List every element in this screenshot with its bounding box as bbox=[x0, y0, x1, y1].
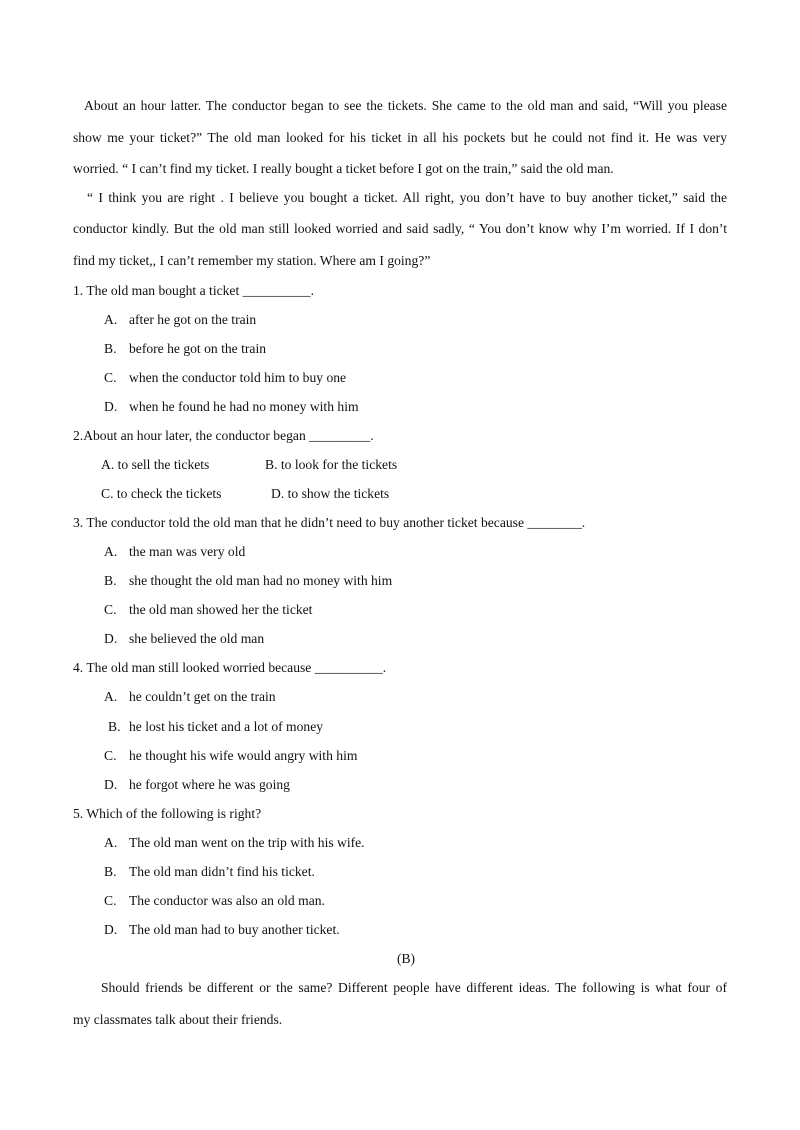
section-b-heading: (B) bbox=[396, 951, 416, 966]
q1-option-d-text: when he found he had no money with him bbox=[129, 399, 359, 414]
passage-a-line-4: “ I think you are right . I believe you bought a ticket. All right, you don’t have to buy another ticket,” said the bbox=[87, 190, 727, 205]
q1-option-a-text: after he got on the train bbox=[129, 312, 257, 327]
passage-a-line-5: conductor kindly. But the old man still looked worried and said sadly, “ You don’t know why I’m worried. If I don’t bbox=[73, 221, 727, 236]
q1-option-b-letter: B. bbox=[104, 341, 117, 356]
q4-option-b-text: he lost his ticket and a lot of money bbox=[129, 719, 324, 734]
q4-option-c-text: he thought his wife would angry with him bbox=[129, 748, 358, 763]
q3-option-a-letter: A. bbox=[104, 544, 118, 559]
q1-option-a-letter: A. bbox=[104, 312, 118, 327]
q4-option-a-text: he couldn’t get on the train bbox=[129, 689, 276, 704]
q5-option-b-text: The old man didn’t find his ticket. bbox=[129, 864, 315, 879]
q2-option-c: C. to check the tickets bbox=[101, 486, 222, 501]
q5-option-b-letter: B. bbox=[104, 864, 117, 879]
q1-option-d-letter: D. bbox=[104, 399, 118, 414]
q3-option-b-text: she thought the old man had no money with him bbox=[129, 573, 393, 588]
q5-option-c-text: The conductor was also an old man. bbox=[129, 893, 325, 908]
q4-option-d-text: he forgot where he was going bbox=[129, 777, 290, 792]
section-b-line-2: my classmates talk about their friends. bbox=[73, 1012, 283, 1027]
q5-option-c-letter: C. bbox=[104, 893, 117, 908]
q3-option-a-text: the man was very old bbox=[129, 544, 246, 559]
question-2-stem: 2.About an hour later, the conductor began _________. bbox=[73, 428, 374, 443]
q4-option-a-letter: A. bbox=[104, 689, 118, 704]
q5-option-d-letter: D. bbox=[104, 922, 118, 937]
passage-a-line-2: show me your ticket?” The old man looked for his ticket in all his pockets but he could not find it. He was very bbox=[73, 130, 727, 145]
q3-option-d-text: she believed the old man bbox=[129, 631, 265, 646]
q4-option-b-letter: B. bbox=[108, 719, 121, 734]
q5-option-d-text: The old man had to buy another ticket. bbox=[129, 922, 340, 937]
question-1-stem: 1. The old man bought a ticket __________. bbox=[73, 283, 315, 298]
q3-option-c-text: the old man showed her the ticket bbox=[129, 602, 313, 617]
passage-a-line-3: worried. “ I can’t find my ticket. I really bought a ticket before I got on the train,” said the old man. bbox=[73, 161, 614, 176]
question-4-stem: 4. The old man still looked worried because __________. bbox=[73, 660, 387, 675]
q5-option-a-letter: A. bbox=[104, 835, 118, 850]
q4-option-c-letter: C. bbox=[104, 748, 117, 763]
q3-option-c-letter: C. bbox=[104, 602, 117, 617]
q1-option-c-letter: C. bbox=[104, 370, 117, 385]
q3-option-d-letter: D. bbox=[104, 631, 118, 646]
q2-option-a: A. to sell the tickets bbox=[101, 457, 210, 472]
q2-option-d: D. to show the tickets bbox=[271, 486, 390, 501]
q1-option-c-text: when the conductor told him to buy one bbox=[129, 370, 347, 385]
passage-a-line-6: find my ticket,, I can’t remember my station. Where am I going?” bbox=[73, 253, 431, 268]
question-3-stem: 3. The conductor told the old man that he didn’t need to buy another ticket because ________. bbox=[73, 515, 586, 530]
question-5-stem: 5. Which of the following is right? bbox=[73, 806, 262, 821]
q1-option-b-text: before he got on the train bbox=[129, 341, 267, 356]
section-b-line-1: Should friends be different or the same? Different people have different ideas. The following is what four of bbox=[101, 980, 727, 995]
q3-option-b-letter: B. bbox=[104, 573, 117, 588]
q4-option-d-letter: D. bbox=[104, 777, 118, 792]
passage-a-line-1: About an hour latter. The conductor began to see the tickets. She came to the old man and said, “Will you please bbox=[84, 98, 727, 113]
q2-option-b: B. to look for the tickets bbox=[265, 457, 398, 472]
q5-option-a-text: The old man went on the trip with his wife. bbox=[129, 835, 365, 850]
